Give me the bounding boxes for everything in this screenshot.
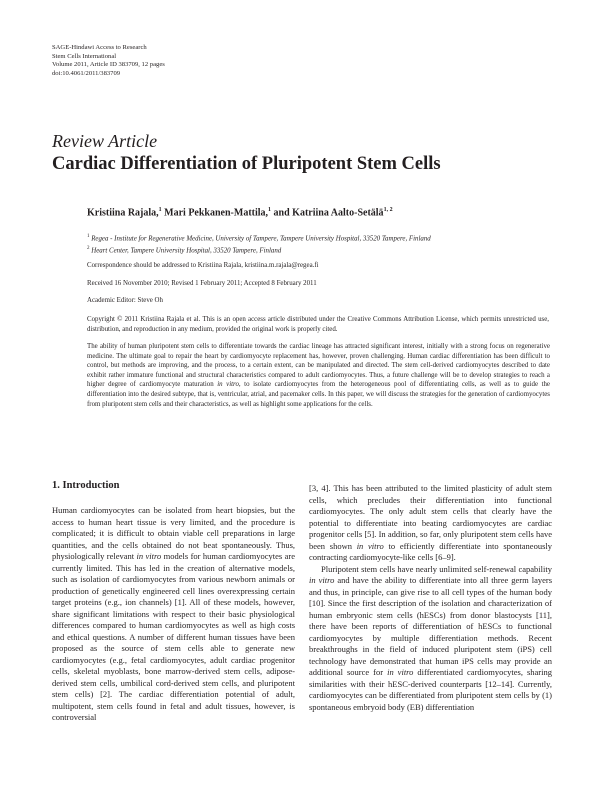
abstract-italic: in vitro	[217, 381, 239, 389]
intro-p2-text-b: to efficiently differentiate into spontaneously contracting cardiomyocyte-like cells [6–9].	[309, 540, 552, 562]
intro-p3-text-b: and have the ability to differentiate into all three germ layers and thus, in principle, can give rise to all cell types of the human body [10]. Since the first description of the isolation and characterization of human embryonic stem cells (hESCs) from donor blastocysts [11], there have been reports of differentiation of hESCs to functional cardiomyocytes by multiple differentiation methods. Recent breakthroughs in the field of induced pluripotent stem (iPS) cell technology have demonstrated that human iPS cells may provide an additional source for	[309, 575, 553, 677]
intro-p3-italic-2: in vitro	[387, 667, 414, 677]
abstract-text-2: , to isolate cardiomyocytes from the heterogeneous pool of differentiating cells, as well as to guide the differentiation into the desired subtype, that is, ventricular, atrial, and pacemaker cells. In this paper, we will discuss the strategies for the generation of cardiomyocytes from pluripotent stem cells and their characteristics, as well as highlight some applications for the cells.	[87, 381, 550, 408]
intro-p3-text-a: Pluripotent stem cells have nearly unlimited self-renewal capability	[321, 563, 552, 574]
journal-volume: Volume 2011, Article ID 383709, 12 pages	[52, 61, 165, 69]
intro-p3-text-c: differentiated cardiomyocytes, sharing similarities with their hESC-derived counterparts [12–14]. Currently, cardiomyocytes can be differentiated from pluripotent stem cells by (1) spontaneous embryoid body (EB) differentiation	[309, 667, 552, 712]
journal-publisher: SAGE-Hindawi Access to Research	[52, 44, 147, 51]
author-1-affil: 1	[158, 207, 162, 213]
author-2: Mari Pekkanen-Mattila,	[161, 207, 269, 219]
affiliation-1-text: Regea - Institute for Regenerative Medicine, University of Tampere, Tampere University Hospital, 33520 Tampere, Finland	[89, 235, 431, 243]
intro-p2-italic: in vitro	[356, 540, 384, 551]
intro-p1-italic: in vitro	[136, 551, 162, 561]
affiliation-1	[87, 232, 431, 244]
intro-p1-text-a: Human cardiomyocytes can be isolated from heart biopsies, but the access to human heart tissue is very limited, and the procedure is complicated; it is difficult to obtain viable cell preparations in large quantities, and the cells obtained do not beat spontaneously. Thus, physiologically relevant	[52, 505, 295, 561]
intro-paragraph-1	[52, 505, 295, 724]
article-dates: Received 16 November 2010; Revised 1 February 2011; Accepted 8 February 2011	[87, 280, 317, 287]
journal-name: Stem Cells International	[52, 52, 117, 60]
article-type: Review Article	[52, 131, 158, 151]
journal-info	[52, 44, 165, 78]
right-column	[309, 483, 552, 713]
correspondence: Correspondence should be addressed to Kristiina Rajala, kristiina.m.rajala@regea.fi	[87, 262, 319, 269]
author-list	[87, 207, 393, 218]
author-1: Kristiina Rajala,	[87, 207, 159, 219]
intro-p2-text-a: [3, 4]. This has been attributed to the limited plasticity of adult stem cells, which precludes their differentiation into functional cardiomyocytes. The only adult stem cells that clearly have the potential to differentiate into beating cardiomyocytes are cardiac progenitor cells [5]. In addition, so far, only pluripotent stem cells have been shown	[309, 483, 552, 551]
affiliation-1-number: 1	[87, 234, 90, 239]
author-3-affil: 1, 2	[383, 207, 393, 213]
author-3: and Katriina Aalto-Setälä	[271, 207, 384, 219]
section-heading: 1. Introduction	[52, 480, 120, 491]
left-column	[52, 505, 295, 724]
journal-doi: doi:10.4061/2011/383709	[52, 69, 121, 77]
intro-paragraph-3	[309, 564, 552, 714]
affiliation-2	[87, 244, 431, 256]
affiliation-2-text: Heart Center, Tampere University Hospital, 33520 Tampere, Finland	[89, 246, 282, 254]
abstract-text-1: The ability of human pluripotent stem cells to differentiate towards the cardiac lineage has attracted significant interest, initially with a strong focus on regenerative medicine. The ultimate goal to repair the heart by cardiomyocyte replacement has, however, proven challenging. Human cardiac differentiation has been difficult to control, but methods are improving, and the process, to a certain extent, can be manipulated and directed. The stem cell-derived cardiomyocytes described to date exhibit rather immature functional and structural characteristics compared to adult cardiomyocytes. Thus, a future challenge will be to develop strategies to reach a higher degree of cardiomyocyte maturation	[87, 343, 550, 389]
intro-p1-text-b: models for human cardiomyocytes are currently limited. This has led in the creation of alternative models, such as isolation of cardiomyocytes from various newborn animals or production of genetically engineered cell lines overexpressing certain target proteins (e.g., ion channels) [1]. All of these models, however, share significant limitations with respect to their basic physiological differences compared to human cardiomyocytes as well as high costs and ethical questions. A number of different human tissues have been proposed as the source of stem cells able to generate new cardiomyocytes (e.g., fetal cardiomyocytes, adult cardiac progenitor cells, skeletal myoblasts, bone marrow-derived stem cells, adipose-derived stem cells, umbilical cord-derived stem cells, and pluripotent stem cells) [2]. The cardiac differentiation potential of adult, multipotent, stem cells found in fetal and adult tissues, however, is controversial	[52, 551, 295, 722]
article-title: Cardiac Differentiation of Pluripotent Stem Cells	[52, 154, 441, 174]
affiliation-2-number: 2	[87, 245, 90, 251]
copyright-notice: Copyright © 2011 Kristiina Rajala et al. This is an open access article distributed under the Creative Commons Attribution License, which permits unrestricted use, distribution, and reproduction in any medium, provided the original work is properly cited.	[87, 316, 549, 333]
affiliations	[87, 232, 431, 255]
academic-editor: Academic Editor: Steve Oh	[87, 297, 163, 304]
abstract	[87, 342, 550, 409]
author-2-affil: 1	[268, 207, 272, 213]
intro-p3-italic-1: in vitro	[309, 575, 335, 585]
intro-paragraph-2	[309, 483, 552, 564]
